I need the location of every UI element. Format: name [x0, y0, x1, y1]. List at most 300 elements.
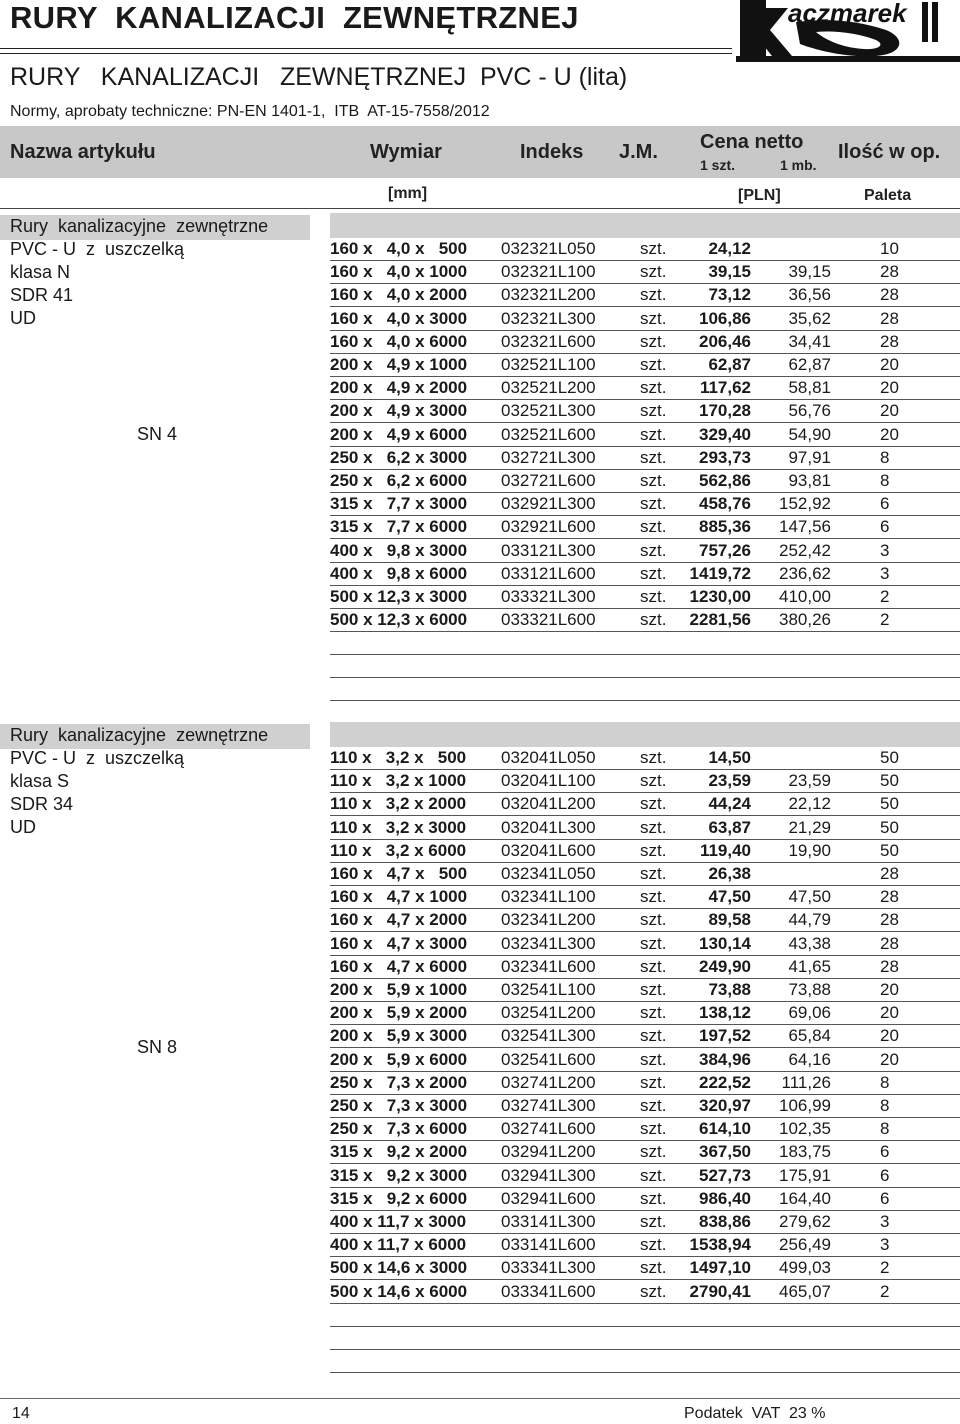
table-row	[330, 1256, 960, 1280]
table-row	[330, 746, 960, 770]
price-per-meter-cell: 35,62	[788, 308, 831, 328]
group-type: UD	[10, 817, 36, 837]
table-row	[330, 839, 960, 863]
table-row	[330, 1024, 960, 1048]
table-row	[330, 515, 960, 539]
index-cell: 033121L300	[501, 540, 596, 560]
index-cell: 032341L050	[501, 864, 596, 883]
price-per-piece-cell: 2790,41	[689, 1281, 751, 1301]
index-cell: 033341L600	[501, 1281, 596, 1301]
unit-cell: szt.	[640, 1281, 667, 1301]
index-cell: 032721L300	[501, 447, 596, 467]
group-header-bg-right	[330, 722, 960, 747]
price-per-piece-cell: 222,52	[699, 1072, 751, 1092]
quantity-cell: 20	[880, 378, 899, 398]
quantity-cell: 3	[880, 540, 890, 560]
group-title: Rury kanalizacyjne zewnętrzne	[10, 725, 269, 745]
price-per-meter-cell: 111,26	[781, 1072, 831, 1092]
price-per-meter-cell: 62,87	[788, 355, 831, 374]
dimension-cell: 110 x 3,2 x 6000	[330, 840, 467, 860]
quantity-cell: 8	[880, 471, 890, 490]
price-per-meter-cell: 65,84	[788, 1026, 831, 1046]
price-per-meter-cell: 39,15	[788, 262, 831, 282]
blank-row	[330, 1349, 960, 1373]
quantity-cell: 20	[880, 355, 899, 374]
index-cell: 032321L050	[501, 239, 596, 258]
price-per-piece-cell: 14,50	[708, 748, 751, 767]
index-cell: 032041L050	[501, 748, 596, 767]
price-per-meter-cell: 21,29	[788, 817, 831, 837]
dimension-cell: 500 x 12,3 x 3000	[330, 587, 468, 606]
price-per-piece-cell: 138,12	[699, 1003, 751, 1023]
unit-cell: szt.	[640, 540, 667, 560]
dimension-cell: 160 x 4,0 x 3000	[330, 308, 468, 328]
header-rule	[0, 48, 732, 49]
quantity-cell: 28	[880, 285, 899, 305]
price-per-meter-cell: 236,62	[779, 563, 831, 583]
dimension-cell: 400 x 11,7 x 6000	[330, 1235, 467, 1255]
quantity-cell: 28	[880, 933, 899, 953]
quantity-cell: 6	[880, 1188, 890, 1208]
price-per-piece-cell: 47,50	[708, 887, 751, 907]
table-row	[330, 399, 960, 423]
dimension-cell: 160 x 4,7 x 3000	[330, 933, 468, 953]
index-cell: 033341L300	[501, 1258, 596, 1278]
price-per-piece-cell: 89,58	[708, 910, 751, 930]
price-per-piece-cell: 117,62	[699, 378, 751, 398]
price-per-meter-cell: 73,88	[788, 980, 831, 999]
dimension-cell: 315 x 7,7 x 3000	[330, 494, 468, 514]
logo-text: aczmarek	[788, 0, 907, 28]
price-per-meter-cell: 36,56	[788, 285, 831, 305]
price-per-meter-cell: 34,41	[788, 331, 831, 351]
group-material: PVC - U z uszczelką	[10, 748, 185, 768]
col-quantity: Ilość w op.	[838, 141, 941, 163]
price-per-meter-cell: 69,06	[788, 1003, 831, 1023]
index-cell: 032321L100	[501, 262, 596, 282]
price-per-piece-cell: 1230,00	[689, 587, 751, 606]
price-per-piece-cell: 23,59	[708, 771, 751, 791]
quantity-cell: 2	[880, 1258, 890, 1278]
unit-cell: szt.	[640, 285, 667, 305]
unit-cell: szt.	[640, 980, 667, 999]
dimension-cell: 250 x 6,2 x 6000	[330, 471, 468, 490]
col-price: Cena netto	[700, 131, 804, 153]
index-cell: 033321L300	[501, 587, 596, 606]
unit-cell: szt.	[640, 308, 667, 328]
table-row	[330, 283, 960, 307]
norms-text: Normy, aprobaty techniczne: PN-EN 1401-1, ITB AT-15-7558/2012	[10, 103, 490, 120]
price-per-meter-cell: 56,76	[788, 401, 831, 421]
quantity-cell: 50	[880, 771, 899, 791]
price-per-piece-cell: 73,88	[708, 980, 751, 999]
column-header-bar	[0, 126, 960, 178]
company-logo	[736, 0, 960, 62]
table-row	[330, 469, 960, 493]
price-per-piece-cell: 73,12	[708, 285, 751, 305]
price-per-piece-cell: 130,14	[699, 933, 751, 953]
dim-unit-label: [mm]	[388, 185, 428, 202]
index-cell: 032041L600	[501, 840, 596, 860]
group-header-bg-right	[330, 213, 960, 238]
table-row	[330, 1048, 960, 1072]
quantity-cell: 6	[880, 517, 890, 537]
price-per-meter-cell: 44,79	[788, 910, 831, 930]
table-row	[330, 769, 960, 793]
quantity-cell: 2	[880, 610, 890, 630]
group-material: PVC - U z uszczelką	[10, 239, 185, 259]
qty-unit-label: Paleta	[864, 187, 912, 204]
quantity-cell: 6	[880, 1165, 890, 1185]
unit-cell: szt.	[640, 1235, 667, 1255]
quantity-cell: 50	[880, 817, 899, 837]
price-per-piece-cell: 197,52	[699, 1026, 751, 1046]
unit-cell: szt.	[640, 447, 667, 467]
unit-cell: szt.	[640, 794, 667, 814]
quantity-cell: 20	[880, 1049, 899, 1069]
unit-cell: szt.	[640, 563, 667, 583]
dimension-cell: 200 x 4,9 x 1000	[330, 355, 468, 374]
quantity-cell: 50	[880, 748, 899, 767]
dimension-cell: 315 x 9,2 x 3000	[330, 1165, 468, 1185]
price-per-piece-cell: 885,36	[699, 517, 751, 537]
index-cell: 032521L600	[501, 424, 596, 444]
price-per-meter-cell: 152,92	[779, 494, 831, 514]
price-per-piece-cell: 44,24	[708, 794, 751, 814]
price-per-meter-cell: 279,62	[779, 1212, 831, 1231]
price-per-piece-cell: 293,73	[699, 447, 751, 467]
price-per-piece-cell: 986,40	[699, 1188, 751, 1208]
index-cell: 032041L100	[501, 771, 596, 791]
stiffness-class: SN 8	[137, 1037, 178, 1057]
index-cell: 032321L200	[501, 285, 596, 305]
dimension-cell: 110 x 3,2 x 2000	[330, 794, 467, 814]
price-per-meter-cell: 58,81	[788, 378, 831, 398]
quantity-cell: 3	[880, 1235, 890, 1255]
unit-cell: szt.	[640, 771, 667, 791]
stiffness-class: SN 4	[137, 424, 178, 444]
table-row	[330, 955, 960, 979]
dimension-cell: 200 x 4,9 x 6000	[330, 424, 468, 444]
unit-cell: szt.	[640, 471, 667, 490]
index-cell: 032541L300	[501, 1026, 596, 1046]
price-per-meter-cell: 54,90	[788, 424, 831, 444]
price-per-meter-cell: 23,59	[788, 771, 831, 791]
quantity-cell: 2	[880, 587, 890, 606]
page-title: RURY KANALIZACJI ZEWNĘTRZNEJ	[10, 0, 579, 35]
table-row	[330, 1094, 960, 1118]
price-per-piece-cell: 1538,94	[689, 1235, 751, 1255]
price-per-piece-cell: 757,26	[699, 540, 751, 560]
price-per-piece-cell: 2281,56	[689, 610, 751, 630]
price-per-piece-cell: 206,46	[699, 331, 751, 351]
table-row	[330, 1117, 960, 1141]
index-cell: 032521L300	[501, 401, 596, 421]
price-per-piece-cell: 384,96	[699, 1049, 751, 1069]
group-class: klasa S	[10, 771, 70, 791]
price-per-piece-cell: 119,40	[699, 840, 751, 860]
index-cell: 032541L600	[501, 1049, 596, 1069]
dimension-cell: 160 x 4,0 x 6000	[330, 331, 468, 351]
price-per-meter-cell: 41,65	[788, 956, 831, 976]
col-unit: J.M.	[619, 141, 658, 163]
blank-row	[330, 654, 960, 678]
table-row	[330, 1140, 960, 1164]
col-index: Indeks	[520, 141, 584, 163]
price-per-piece-cell: 320,97	[699, 1096, 751, 1115]
index-cell: 032341L200	[501, 910, 596, 930]
price-per-piece-cell: 1497,10	[689, 1258, 751, 1278]
price-per-piece-cell: 838,86	[699, 1212, 751, 1231]
index-cell: 032341L100	[501, 887, 596, 907]
dimension-cell: 110 x 3,2 x 500	[330, 748, 467, 767]
price-per-meter-cell: 64,16	[788, 1049, 831, 1069]
index-cell: 032921L600	[501, 517, 596, 537]
price-per-piece-cell: 62,87	[708, 355, 751, 374]
dimension-cell: 200 x 5,9 x 1000	[330, 980, 468, 999]
quantity-cell: 20	[880, 1003, 899, 1023]
index-cell: 032721L600	[501, 471, 596, 490]
price-per-meter-cell: 22,12	[788, 794, 831, 814]
index-cell: 032041L300	[501, 817, 596, 837]
quantity-cell: 8	[880, 1072, 890, 1092]
blank-row	[330, 631, 960, 655]
dimension-cell: 160 x 4,0 x 1000	[330, 262, 468, 282]
price-per-meter-cell: 93,81	[788, 471, 831, 490]
dimension-cell: 400 x 9,8 x 6000	[330, 563, 468, 583]
dimension-cell: 500 x 12,3 x 6000	[330, 610, 468, 630]
units-rule	[0, 208, 960, 209]
index-cell: 033321L600	[501, 610, 596, 630]
table-row	[330, 1210, 960, 1234]
unit-cell: szt.	[640, 1258, 667, 1278]
unit-cell: szt.	[640, 239, 667, 258]
index-cell: 032541L200	[501, 1003, 596, 1023]
unit-cell: szt.	[640, 1119, 667, 1139]
price-per-piece-cell: 367,50	[699, 1142, 751, 1162]
index-cell: 032521L200	[501, 378, 596, 398]
footer-rule	[0, 1398, 960, 1399]
unit-cell: szt.	[640, 956, 667, 976]
blank-row	[330, 1326, 960, 1350]
header-rule-2	[0, 53, 732, 54]
price-per-piece-cell: 562,86	[699, 471, 751, 490]
price-per-meter-cell: 43,38	[788, 933, 831, 953]
table-row	[330, 885, 960, 909]
price-per-meter-cell: 97,91	[788, 447, 831, 467]
quantity-cell: 28	[880, 887, 899, 907]
price-per-piece-cell: 458,76	[699, 494, 751, 514]
price-per-piece-cell: 106,86	[699, 308, 751, 328]
dimension-cell: 250 x 6,2 x 3000	[330, 447, 468, 467]
table-row	[330, 1280, 960, 1304]
index-cell: 033141L600	[501, 1235, 596, 1255]
index-cell: 032941L200	[501, 1142, 596, 1162]
table-row	[330, 562, 960, 586]
table-row	[330, 862, 960, 886]
dimension-cell: 315 x 9,2 x 2000	[330, 1142, 468, 1162]
price-per-piece-cell: 170,28	[699, 401, 751, 421]
unit-cell: szt.	[640, 355, 667, 374]
quantity-cell: 2	[880, 1281, 890, 1301]
logo-graphic	[736, 0, 960, 62]
quantity-cell: 20	[880, 424, 899, 444]
unit-cell: szt.	[640, 378, 667, 398]
dimension-cell: 500 x 14,6 x 6000	[330, 1281, 468, 1301]
price-per-piece-cell: 249,90	[699, 956, 751, 976]
dimension-cell: 160 x 4,7 x 6000	[330, 956, 468, 976]
quantity-cell: 20	[880, 401, 899, 421]
vat-note: Podatek VAT 23 %	[684, 1405, 826, 1422]
dimension-cell: 250 x 7,3 x 6000	[330, 1119, 468, 1139]
table-row	[330, 446, 960, 470]
price-per-meter-cell: 380,26	[779, 610, 831, 630]
dimension-cell: 400 x 9,8 x 3000	[330, 540, 468, 560]
index-cell: 032941L600	[501, 1188, 596, 1208]
dimension-cell: 200 x 5,9 x 2000	[330, 1003, 468, 1023]
quantity-cell: 20	[880, 1026, 899, 1046]
unit-cell: szt.	[640, 517, 667, 537]
price-per-piece-cell: 1419,72	[689, 563, 751, 583]
unit-cell: szt.	[640, 1072, 667, 1092]
price-per-meter-cell: 106,99	[779, 1096, 831, 1115]
table-row	[330, 1001, 960, 1025]
price-per-meter-cell: 147,56	[779, 517, 831, 537]
dimension-cell: 160 x 4,0 x 2000	[330, 285, 468, 305]
unit-cell: szt.	[640, 887, 667, 907]
price-per-piece-cell: 24,12	[708, 239, 751, 258]
dimension-cell: 110 x 3,2 x 1000	[330, 771, 467, 791]
dimension-cell: 250 x 7,3 x 3000	[330, 1096, 468, 1115]
price-per-meter-cell: 256,49	[779, 1235, 831, 1255]
price-per-piece-cell: 614,10	[699, 1119, 751, 1139]
blank-row	[330, 1303, 960, 1327]
unit-cell: szt.	[640, 1096, 667, 1115]
index-cell: 032341L600	[501, 956, 596, 976]
price-per-meter-cell: 47,50	[788, 887, 831, 907]
table-row	[330, 608, 960, 632]
dimension-cell: 110 x 3,2 x 3000	[330, 817, 467, 837]
index-cell: 032341L300	[501, 933, 596, 953]
quantity-cell: 28	[880, 308, 899, 328]
index-cell: 033121L600	[501, 563, 596, 583]
price-per-meter-cell: 175,91	[779, 1165, 831, 1185]
unit-cell: szt.	[640, 910, 667, 930]
unit-cell: szt.	[640, 1142, 667, 1162]
dimension-cell: 200 x 5,9 x 3000	[330, 1026, 468, 1046]
unit-cell: szt.	[640, 331, 667, 351]
dimension-cell: 315 x 9,2 x 6000	[330, 1188, 468, 1208]
col-name: Nazwa artykułu	[10, 141, 156, 163]
table-row	[330, 539, 960, 563]
table-row	[330, 330, 960, 354]
quantity-cell: 28	[880, 910, 899, 930]
unit-cell: szt.	[640, 840, 667, 860]
unit-cell: szt.	[640, 1003, 667, 1023]
price-per-meter-cell: 183,75	[779, 1142, 831, 1162]
dimension-cell: 315 x 7,7 x 6000	[330, 517, 468, 537]
quantity-cell: 50	[880, 794, 899, 814]
index-cell: 033141L300	[501, 1212, 596, 1231]
unit-cell: szt.	[640, 1212, 667, 1231]
dimension-cell: 400 x 11,7 x 3000	[330, 1212, 467, 1231]
price-per-meter-cell: 499,03	[779, 1258, 831, 1278]
dimension-cell: 160 x 4,7 x 500	[330, 864, 468, 883]
price-unit-label: [PLN]	[738, 187, 781, 204]
blank-row	[330, 677, 960, 701]
price-per-piece-cell: 63,87	[708, 817, 751, 837]
unit-cell: szt.	[640, 1049, 667, 1069]
table-row	[330, 978, 960, 1002]
quantity-cell: 28	[880, 864, 899, 883]
unit-cell: szt.	[640, 262, 667, 282]
price-per-meter-cell: 164,40	[779, 1188, 831, 1208]
quantity-cell: 28	[880, 262, 899, 282]
index-cell: 032921L300	[501, 494, 596, 514]
dimension-cell: 160 x 4,7 x 1000	[330, 887, 468, 907]
unit-cell: szt.	[640, 1188, 667, 1208]
quantity-cell: 28	[880, 956, 899, 976]
dimension-cell: 200 x 5,9 x 6000	[330, 1049, 468, 1069]
dimension-cell: 160 x 4,0 x 500	[330, 239, 468, 258]
price-per-meter-cell: 19,90	[788, 840, 831, 860]
table-row	[330, 423, 960, 447]
table-row	[330, 908, 960, 932]
quantity-cell: 8	[880, 1096, 890, 1115]
index-cell: 032741L300	[501, 1096, 596, 1115]
index-cell: 032741L600	[501, 1119, 596, 1139]
col-price-per-piece: 1 szt.	[700, 157, 736, 173]
table-row	[330, 1164, 960, 1188]
dimension-cell: 200 x 4,9 x 3000	[330, 401, 468, 421]
quantity-cell: 10	[880, 239, 899, 258]
price-per-piece-cell: 329,40	[699, 424, 751, 444]
unit-cell: szt.	[640, 587, 667, 606]
index-cell: 032041L200	[501, 794, 596, 814]
dimension-cell: 250 x 7,3 x 2000	[330, 1072, 468, 1092]
dimension-cell: 160 x 4,7 x 2000	[330, 910, 468, 930]
quantity-cell: 3	[880, 563, 890, 583]
unit-cell: szt.	[640, 1026, 667, 1046]
price-per-meter-cell: 252,42	[779, 540, 831, 560]
index-cell: 032541L100	[501, 980, 596, 999]
dimension-cell: 200 x 4,9 x 2000	[330, 378, 468, 398]
table-row	[330, 1233, 960, 1257]
table-row	[330, 492, 960, 516]
table-row	[330, 260, 960, 284]
table-row	[330, 307, 960, 331]
quantity-cell: 28	[880, 331, 899, 351]
col-dimension: Wymiar	[370, 141, 442, 163]
quantity-cell: 6	[880, 1142, 890, 1162]
unit-cell: szt.	[640, 748, 667, 767]
quantity-cell: 3	[880, 1212, 890, 1231]
price-per-meter-cell: 465,07	[779, 1281, 831, 1301]
col-price-per-meter: 1 mb.	[780, 157, 817, 173]
index-cell: 032941L300	[501, 1165, 596, 1185]
table-row	[330, 353, 960, 377]
unit-cell: szt.	[640, 610, 667, 630]
unit-cell: szt.	[640, 864, 667, 883]
unit-cell: szt.	[640, 401, 667, 421]
table-row	[330, 585, 960, 609]
quantity-cell: 50	[880, 840, 899, 860]
price-per-piece-cell: 39,15	[708, 262, 751, 282]
section-title: RURY KANALIZACJI ZEWNĘTRZNEJ PVC - U (lita)	[10, 63, 628, 91]
page-number: 14	[12, 1405, 30, 1422]
unit-cell: szt.	[640, 1165, 667, 1185]
unit-cell: szt.	[640, 817, 667, 837]
